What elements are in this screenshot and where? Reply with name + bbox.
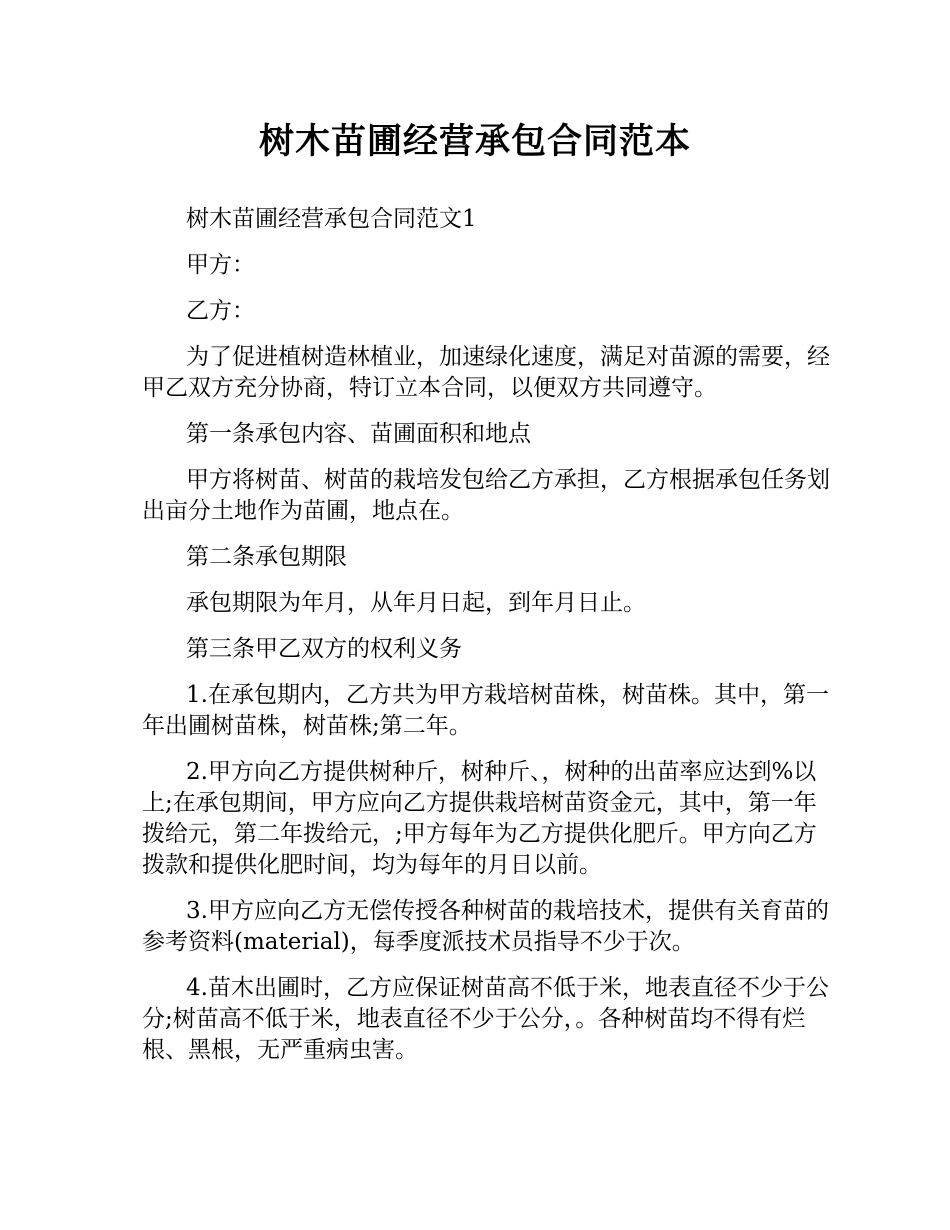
paragraph-preamble: 为了促进植树造林植业，加速绿化速度，满足对苗源的需要，经甲乙双方充分协商，特订立本合同，以便双方共同遵守。 (142, 344, 830, 401)
paragraph-party-b: 乙方： (186, 298, 255, 324)
document-title: 树木苗圃经营承包合同范本 (258, 122, 691, 162)
paragraph-party-a: 甲方： (186, 252, 255, 278)
paragraph-article-1-heading: 第一条承包内容、苗圃面积和地点 (186, 421, 531, 447)
paragraph-item-3: 3.甲方应向乙方无偿传授各种树苗的栽培技术，提供有关育苗的参考资料(material)，每季度派技术员指导不少于次。 (142, 898, 829, 955)
paragraph-article-2-body: 承包期限为年月，从年月日起，到年月日止。 (186, 590, 646, 616)
paragraph-article-2-heading: 第二条承包期限 (186, 544, 347, 570)
paragraph-item-4: 4.苗木出圃时，乙方应保证树苗高不低于米，地表直径不少于公分;树苗高不低于米，地表直径不少于公分，。各种树苗均不得有烂根、黑根，无严重病虫害。 (142, 975, 829, 1063)
paragraph-item-1: 1.在承包期内，乙方共为甲方栽培树苗株，树苗株。其中，第一年出圃树苗株，树苗株;第二年。 (142, 682, 829, 739)
paragraph-item-2: 2.甲方向乙方提供树种斤，树种斤、，树种的出苗率应达到%以上;在承包期间，甲方应向乙方提供栽培树苗资金元，其中，第一年拨给元，第二年拨给元，;甲方每年为乙方提供化肥斤。甲方向乙方拨款和提供化肥时间，均为每年的月日以前。 (142, 759, 817, 878)
paragraph-article-3-heading: 第三条甲乙双方的权利义务 (186, 636, 462, 662)
paragraph-article-1-body: 甲方将树苗、树苗的栽培发包给乙方承担，乙方根据承包任务划出亩分土地作为苗圃，地点在。 (142, 467, 830, 524)
paragraph-subtitle: 树木苗圃经营承包合同范文1 (186, 206, 477, 232)
document-body (142, 204, 832, 1081)
